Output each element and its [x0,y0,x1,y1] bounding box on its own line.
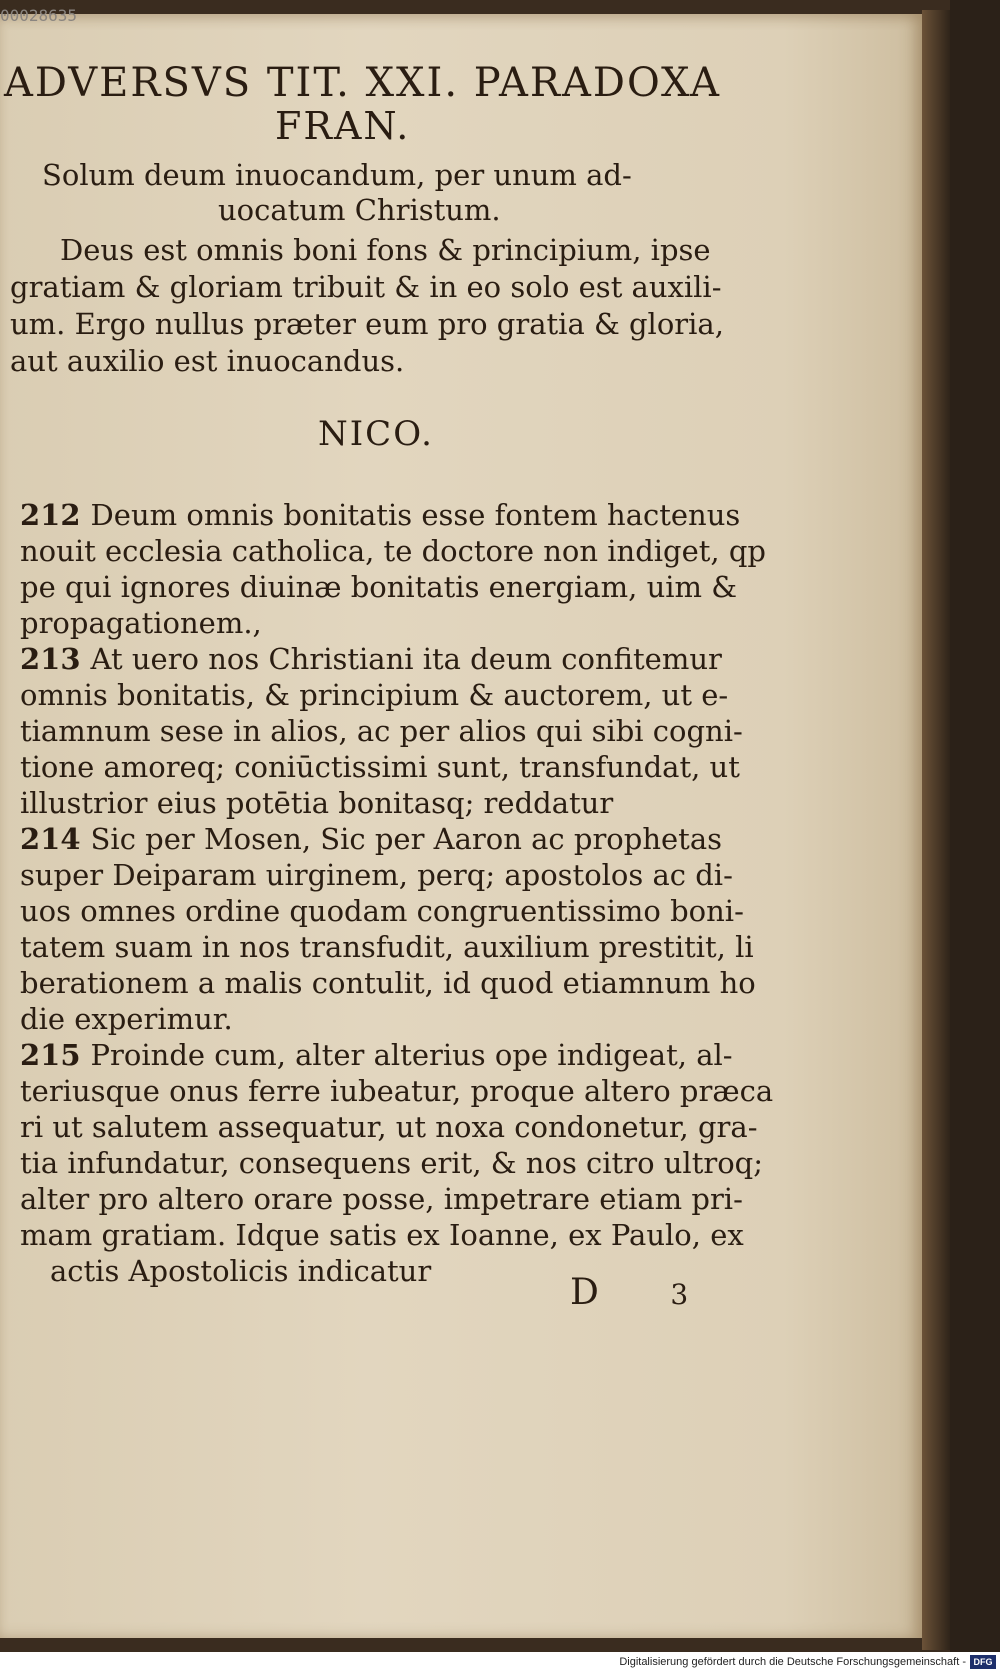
funding-credit: Digitalisierung gefördert durch die Deutsche Forschungsgemeinschaft - [619,1656,966,1668]
paragraph-line: tione amoreq; coniūctissimi sunt, transfundat, ut [20,750,740,784]
paragraph-line: super Deiparam uirginem, perq; apostolos ac di- [20,858,733,892]
paragraph-line: Deum omnis bonitatis esse fontem hactenus [90,498,741,532]
footer-bar [0,1652,1000,1673]
paragraph-line: actis Apostolicis indicatur [50,1254,432,1288]
paragraph-line: Proinde cum, alter alterius ope indigeat, al- [90,1038,733,1072]
intro-line: aut auxilio est inuocandus. [10,344,405,378]
paragraph-number: 213 [20,642,81,676]
paragraph-line: propagationem., [20,606,262,640]
signature-letter: D [570,1272,599,1313]
paragraph-line: die experimur. [20,1002,233,1036]
paragraph-first-line [20,498,740,532]
paragraph-line: At uero nos Christiani ita deum confitemur [90,642,722,676]
paragraph-line: pe qui ignores diuinæ bonitatis energiam, uim & [20,570,738,604]
paragraph-line: mam gratiam. Idque satis ex Ioanne, ex Paulo, ex [20,1218,744,1252]
chapter-subtitle-continued: uocatum Christum. [218,193,501,227]
paragraph-first-line [20,822,722,856]
page-title-continued: FRAN. [275,104,411,148]
paragraph-first-line [20,642,722,676]
paragraph-first-line [20,1038,733,1072]
intro-line: um. Ergo nullus præter eum pro gratia & gloria, [10,307,724,341]
paragraph-line: alter pro altero orare posse, impetrare etiam pri- [20,1182,743,1216]
intro-line: Deus est omnis boni fons & principium, ipse [60,233,711,267]
paragraph-line: uos omnes ordine quodam congruentissimo boni- [20,894,744,928]
paragraph-line: illustrior eius potētia bonitasq; reddatur [20,786,614,820]
page-edge [922,10,950,1650]
dfg-logo: DFG [970,1655,996,1669]
paragraph-number: 214 [20,822,81,856]
page-title: ADVERSVS TIT. XXI. PARADOXA [4,60,721,106]
paragraph-line: ri ut salutem assequatur, ut noxa condonetur, gra- [20,1110,758,1144]
paragraph-line: omnis bonitatis, & principium & auctorem, ut e- [20,678,729,712]
paragraph-line: nouit ecclesia catholica, te doctore non indiget, qp [20,534,766,568]
paragraph-line: tiamnum sese in alios, ac per alios qui sibi cogni- [20,714,743,748]
paragraph-line: Sic per Mosen, Sic per Aaron ac prophetas [90,822,722,856]
scan-id-label: 00028635 [0,6,78,25]
intro-line: gratiam & gloriam tribuit & in eo solo est auxili- [10,270,722,304]
signature-number: 3 [670,1278,689,1311]
paragraph-line: berationem a malis contulit, id quod etiamnum ho [20,966,756,1000]
paragraph-number: 212 [20,498,81,532]
chapter-subtitle: Solum deum inuocandum, per unum ad- [42,158,632,192]
paragraph-line: tia infundatur, consequens erit, & nos citro ultroq; [20,1146,764,1180]
paragraph-line: teriusque onus ferre iubeatur, proque altero præca [20,1074,774,1108]
section-heading: NICO. [318,414,434,454]
paragraph-line: tatem suam in nos transfudit, auxilium prestitit, li [20,930,754,964]
paragraph-number: 215 [20,1038,81,1072]
signature-mark [570,1272,688,1313]
